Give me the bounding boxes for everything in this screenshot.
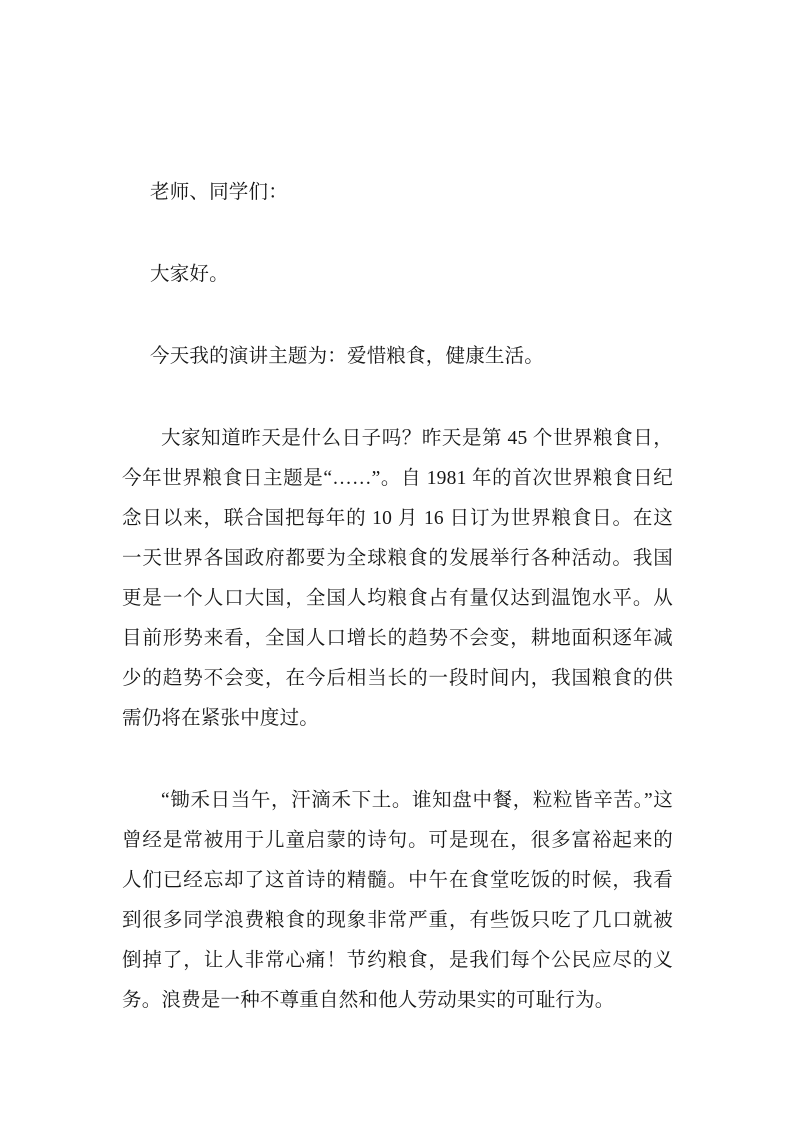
paragraph-body-2: “锄禾日当午，汗滴禾下土。谁知盘中餐，粒粒皆辛苦。”这曾经是常被用于儿童启蒙的诗句。可是现在，很多富裕起来的人们已经忘却了这首诗的精髓。中午在食堂吃饭的时候，我看到很多同学浪费粮食的现象非常严重，有些饭只吃了几口就被倒掉了，让人非常心痛！节约粮食，是我们每个公民应尽的义务。浪费是一种不尊重自然和他人劳动果实的可耻行为。 (122, 790, 673, 1011)
paragraph-body-1: 大家知道昨天是什么日子吗？昨天是第 45 个世界粮食日，今年世界粮食日主题是“……”。自 1981 年的首次世界粮食日纪念日以来，联合国把每年的 10 月 16 日订为世界粮食日。在这一天世界各国政府都要为全球粮食的发展举行各种活动。我国更是一个人口大国，全国人均粮食占有量仅达到温饱水平。从目前形势来看，全国人口增长的趋势不会变，耕地面积逐年减少的趋势不会变，在今后相当长的一段时间内，我国粮食的供需仍将在紧张中度过。 (122, 428, 673, 729)
paragraph-greeting: 大家好。 (150, 264, 229, 285)
paragraph-topic: 今天我的演讲主题为：爱惜粮食，健康生活。 (150, 346, 545, 367)
document-text-body (122, 173, 673, 1021)
paragraph-salutation: 老师、同学们： (150, 182, 288, 203)
